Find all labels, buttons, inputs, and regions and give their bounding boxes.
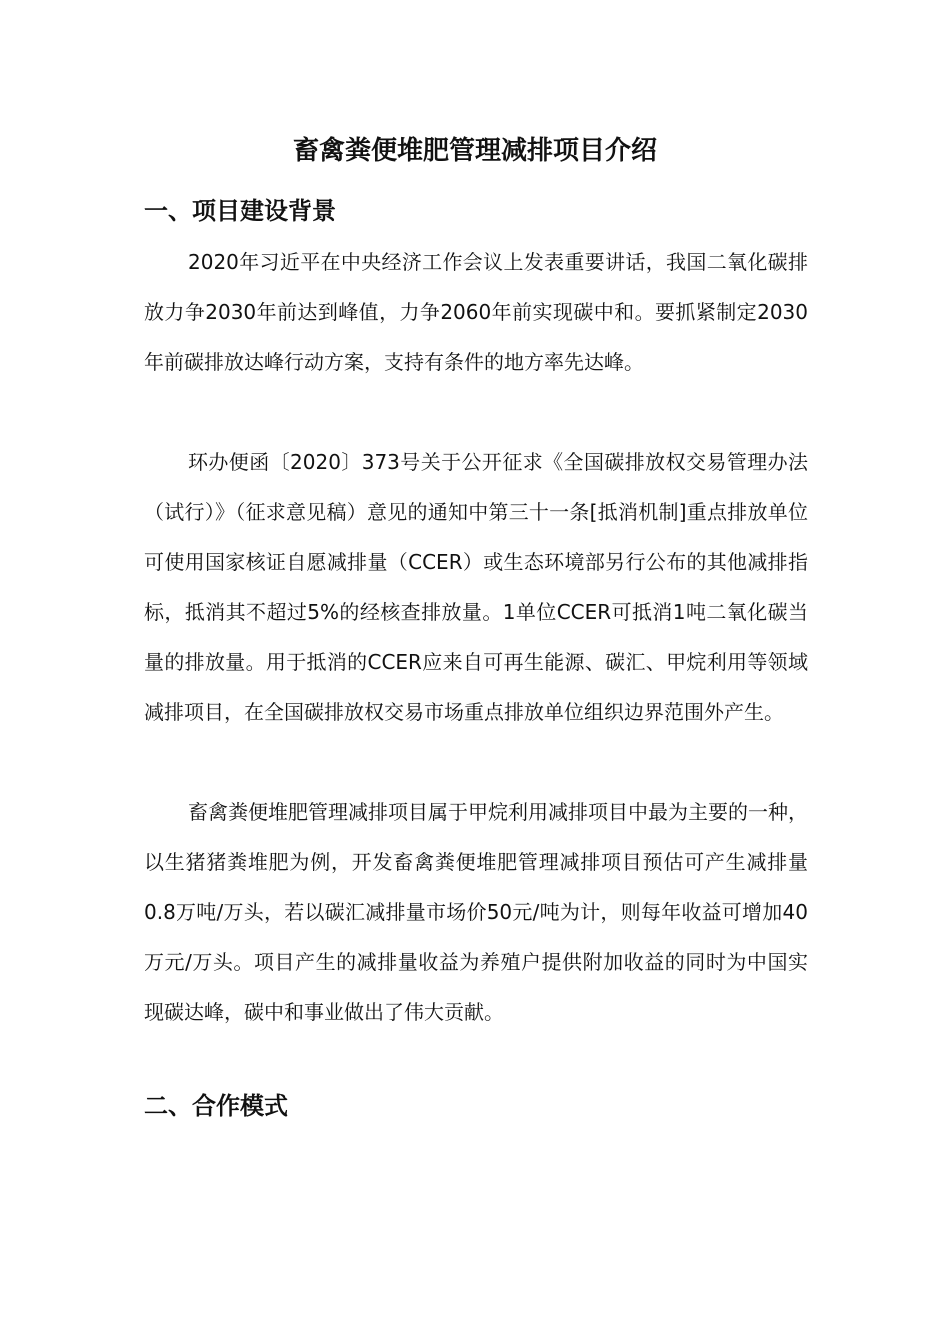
section-heading-background: 一、项目建设背景	[144, 197, 336, 225]
paragraph-ccer-offset: 环办便函〔2020〕373号关于公开征求《全国碳排放权交易管理办法（试行）》（征求意见稿）意见的通知中第三十一条[抵消机制]重点排放单位可使用国家核证自愿减排量（CCER）或生态环境部另行公布的其他减排指标，抵消其不超过5%的经核查排放量。1单位CCER可抵消1吨二氧化碳当量的排放量。用于抵消的CCER应来自可再生能源、碳汇、甲烷利用等领域减排项目，在全国碳排放权交易市场重点排放单位组织边界范围外产生。	[144, 450, 808, 724]
document-title: 畜禽粪便堆肥管理减排项目介绍	[292, 136, 657, 166]
paragraph-carbon-peak: 2020年习近平在中央经济工作会议上发表重要讲话，我国二氧化碳排放力争2030年前达到峰值，力争2060年前实现碳中和。要抓紧制定2030年前碳排放达峰行动方案，支持有条件的地方率先达峰。	[144, 250, 808, 374]
paragraph-manure-project: 畜禽粪便堆肥管理减排项目属于甲烷利用减排项目中最为主要的一种，以生猪猪粪堆肥为例，开发畜禽粪便堆肥管理减排项目预估可产生减排量0.8万吨/万头，若以碳汇减排量市场价50元/吨为计，则每年收益可增加40万元/万头。项目产生的减排量收益为养殖户提供附加收益的同时为中国实现碳达峰，碳中和事业做出了伟大贡献。	[144, 800, 808, 1024]
section-heading-cooperation: 二、合作模式	[144, 1092, 288, 1120]
